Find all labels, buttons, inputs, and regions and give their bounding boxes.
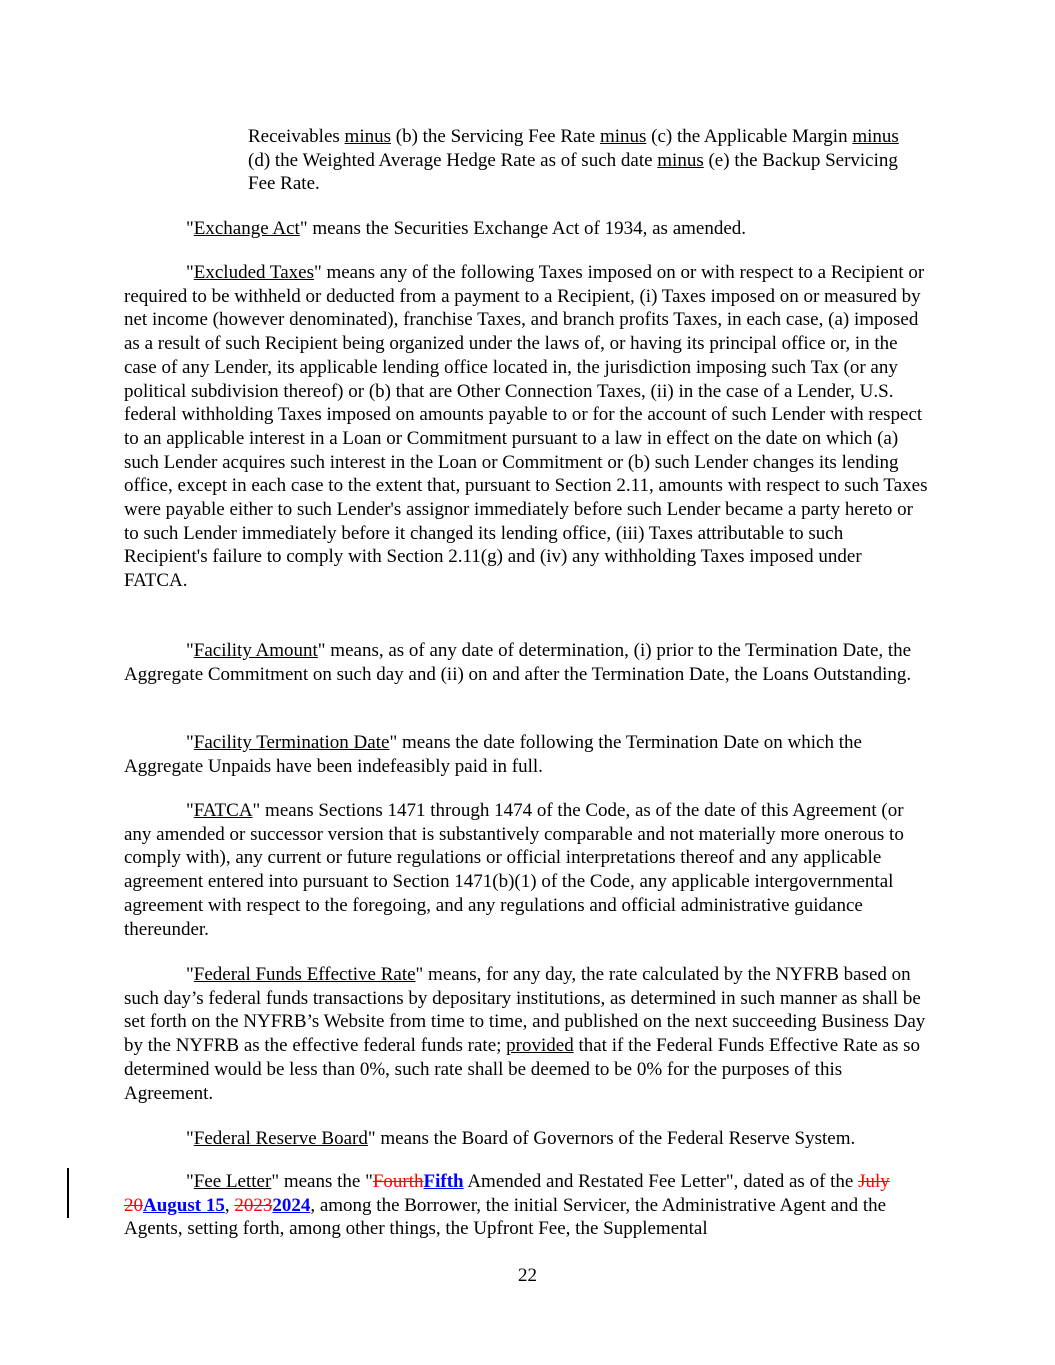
definition-text: that if the Federal Funds Effective Rate as so determined would be less than 0%, such rate shall be deemed to be 0% for the purposes of this Agreement. — [124, 1035, 921, 1104]
defined-term: Exchange Act — [193, 218, 300, 239]
defined-term: Facility Amount — [193, 640, 318, 661]
text-run: (c) the Applicable Margin — [646, 126, 853, 147]
inserted-text: August 15 — [143, 1194, 225, 1216]
definition-federal-funds-effective-rate — [124, 963, 929, 1105]
inserted-text: 2024 — [272, 1194, 311, 1216]
definition-text: " means the Board of Governors of the Federal Reserve System. — [367, 1128, 856, 1149]
definition-facility-termination-date — [124, 731, 929, 778]
definition-facility-amount — [124, 639, 929, 686]
quote-mark: " — [186, 640, 194, 661]
definition-fee-letter — [124, 1170, 929, 1241]
revision-change-bar — [67, 1168, 69, 1218]
definition-text: , among the Borrower, the initial Servicer, the Administrative Agent and the Agents, setting forth, among other things, the Upfront Fee, the Supplemental — [124, 1194, 887, 1240]
deleted-text: Fourth — [372, 1171, 424, 1192]
quote-mark: " — [186, 218, 194, 239]
definition-text: " means, as of any date of determination, (i) prior to the Termination Date, the Aggregate Commitment on such day and (ii) on and after the Termination Date, the Loans Outstanding. — [124, 640, 912, 685]
text-run: (b) the Servicing Fee Rate — [391, 126, 600, 147]
continued-paragraph — [248, 125, 908, 196]
text-run: (e) the Backup Servicing Fee Rate. — [248, 149, 898, 195]
underlined-minus: minus — [344, 126, 391, 147]
definition-text: " means the date following the Termination Date on which the Aggregate Unpaids have been indefeasibly paid in full. — [124, 732, 862, 777]
deleted-text: 2023 — [234, 1194, 273, 1216]
definition-text: " means any of the following Taxes imposed on or with respect to a Recipient or required to be withheld or deducted from a payment to a Recipient, (i) Taxes imposed on or measured by net income (however denominated), franchise Taxes, and branch profits Taxes, in each case, (a) imposed as a result of such Recipient being organized under the laws of, or having its principal office or, in the case of any Lender, its applicable lending office located in, the jurisdiction imposing such Tax (or any political subdivision thereof) or (b) that are Other Connection Taxes, (ii) in the case of a Lender, U.S. federal withholding Taxes imposed on amounts payable to or for the account of such Lender with respect to an applicable interest in a Loan or Commitment pursuant to a law in effect on the date on which (a) such Lender acquires such interest in the Loan or Commitment or (b) such Lender changes its lending office, except in each case to the extent that, pursuant to Section 2.11, amounts with respect to such Taxes were payable either to such Lender's assignor immediately before such Lender became a party hereto or to such Lender immediately before it changed its lending office, (iii) Taxes attributable to such Recipient's failure to comply with Section 2.11(g) and (iv) any withholding Taxes imposed under FATCA. — [124, 262, 928, 592]
quote-mark: " — [186, 732, 194, 753]
definition-text: , — [224, 1194, 235, 1216]
quote-mark: " — [186, 800, 194, 821]
definition-excluded-taxes — [124, 261, 929, 593]
underlined-minus: minus — [657, 149, 704, 171]
defined-term: FATCA — [193, 800, 253, 821]
quote-mark: " — [186, 964, 194, 985]
definition-fatca — [124, 799, 929, 941]
definition-text: " means the " — [271, 1171, 373, 1192]
page-number: 22 — [518, 1265, 537, 1286]
quote-mark: " — [186, 1171, 194, 1192]
underlined-provided: provided — [506, 1035, 574, 1057]
text-run: (d) the Weighted Average Hedge Rate as of such date — [248, 149, 658, 171]
definition-text: Amended and Restated Fee Letter", dated as of the — [463, 1171, 859, 1192]
underlined-minus: minus — [599, 126, 647, 147]
underlined-minus: minus — [852, 126, 899, 147]
inserted-text: Fifth — [423, 1171, 464, 1192]
definition-text: " means the Securities Exchange Act of 1934, as amended. — [299, 218, 747, 239]
definition-exchange-act — [124, 217, 929, 241]
quote-mark: " — [186, 262, 194, 283]
defined-term: Fee Letter — [193, 1171, 272, 1192]
defined-term: Federal Reserve Board — [193, 1128, 368, 1149]
definition-text: " means, for any day, the rate calculated by the NYFRB based on such day’s federal funds transactions by depositary institutions, as determined in such manner as shall be set forth on the NYFRB’s Website from time to time, and published on the next succeeding Business Day by the NYFRB as the effective federal funds rate; — [124, 964, 926, 1057]
text-run: Receivables — [248, 126, 345, 147]
definition-text: " means Sections 1471 through 1474 of the Code, as of the date of this Agreement (or any amended or successor version that is substantively comparable and not materially more onerous to comply with), any current or future regulations or official interpretations thereof and any applicable agreement entered into pursuant to Section 1471(b)(1) of the Code, any applicable intergovernmental agreement with respect to the foregoing, and any regulations and official administrative guidance thereunder. — [124, 800, 904, 940]
defined-term: Federal Funds Effective Rate — [193, 964, 416, 985]
defined-term: Facility Termination Date — [193, 732, 390, 753]
defined-term: Excluded Taxes — [193, 262, 314, 283]
quote-mark: " — [186, 1128, 194, 1149]
definition-federal-reserve-board — [124, 1127, 929, 1151]
deleted-text: July 20 — [124, 1171, 890, 1216]
